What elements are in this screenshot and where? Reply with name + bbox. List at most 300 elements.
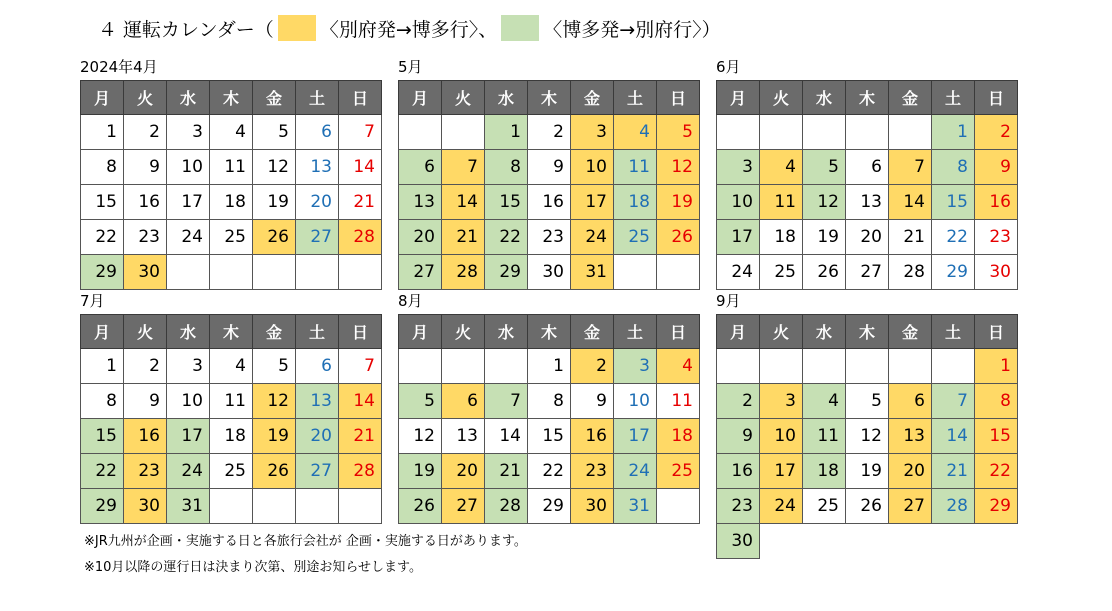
empty-cell (296, 255, 339, 290)
weekday-header: 金 (889, 315, 932, 349)
day-cell: 27 (846, 255, 889, 290)
day-cell: 5 (253, 115, 296, 150)
weekday-header: 月 (717, 81, 760, 115)
day-cell: 3 (167, 349, 210, 384)
weekday-header: 土 (614, 81, 657, 115)
day-cell: 1 (81, 115, 124, 150)
weekday-header: 木 (846, 315, 889, 349)
weekday-header: 火 (442, 81, 485, 115)
day-cell: 21 (339, 419, 382, 454)
weekday-header: 火 (760, 81, 803, 115)
week-row (399, 384, 700, 419)
week-row (81, 255, 382, 290)
empty-cell (657, 489, 700, 524)
day-cell: 15 (932, 185, 975, 220)
day-cell: 9 (717, 419, 760, 454)
weekday-header: 火 (124, 81, 167, 115)
day-cell: 10 (167, 384, 210, 419)
day-cell: 12 (657, 150, 700, 185)
day-cell: 16 (528, 185, 571, 220)
day-cell: 7 (339, 349, 382, 384)
weekday-header: 木 (210, 315, 253, 349)
weekday-header: 日 (339, 81, 382, 115)
day-cell: 12 (803, 185, 846, 220)
day-cell: 17 (614, 419, 657, 454)
week-row (81, 185, 382, 220)
day-cell: 7 (442, 150, 485, 185)
week-row (399, 419, 700, 454)
week-row (399, 220, 700, 255)
week-row (717, 384, 1018, 419)
month-grid (398, 314, 700, 524)
day-cell: 24 (717, 255, 760, 290)
day-cell: 28 (442, 255, 485, 290)
day-cell: 22 (975, 454, 1018, 489)
day-cell: 17 (571, 185, 614, 220)
month-grid (716, 314, 1018, 559)
empty-cell (846, 115, 889, 150)
calendar-heading (98, 12, 721, 44)
weekday-header: 日 (657, 81, 700, 115)
day-cell: 25 (210, 454, 253, 489)
empty-cell (803, 115, 846, 150)
day-cell: 30 (124, 255, 167, 290)
month-grid (716, 80, 1018, 290)
day-cell: 18 (657, 419, 700, 454)
day-cell: 6 (399, 150, 442, 185)
month-grid (398, 80, 700, 290)
day-cell: 9 (528, 150, 571, 185)
day-cell: 9 (571, 384, 614, 419)
day-cell: 21 (485, 454, 528, 489)
day-cell: 29 (485, 255, 528, 290)
day-cell: 2 (124, 349, 167, 384)
day-cell: 4 (614, 115, 657, 150)
week-row (81, 150, 382, 185)
day-cell: 5 (399, 384, 442, 419)
day-cell: 8 (932, 150, 975, 185)
day-cell: 29 (932, 255, 975, 290)
day-cell: 21 (889, 220, 932, 255)
heading-prefix: ４ 運転カレンダー（ (98, 18, 274, 41)
empty-cell (846, 349, 889, 384)
day-cell: 27 (296, 454, 339, 489)
empty-cell (339, 255, 382, 290)
day-cell: 27 (889, 489, 932, 524)
empty-cell (485, 349, 528, 384)
day-cell: 22 (81, 454, 124, 489)
day-cell: 20 (846, 220, 889, 255)
day-cell: 17 (167, 185, 210, 220)
day-cell: 3 (760, 384, 803, 419)
weekday-header: 水 (485, 81, 528, 115)
day-cell: 27 (296, 220, 339, 255)
day-cell: 3 (571, 115, 614, 150)
day-cell: 1 (81, 349, 124, 384)
month-title: 7月 (80, 292, 105, 310)
day-cell: 18 (210, 419, 253, 454)
day-cell: 23 (717, 489, 760, 524)
day-cell: 4 (210, 115, 253, 150)
day-cell: 20 (296, 185, 339, 220)
weekday-header: 土 (932, 315, 975, 349)
day-cell: 3 (717, 150, 760, 185)
week-row (717, 419, 1018, 454)
day-cell: 19 (846, 454, 889, 489)
week-row (81, 384, 382, 419)
week-row (717, 454, 1018, 489)
day-cell: 2 (975, 115, 1018, 150)
day-cell: 28 (339, 220, 382, 255)
day-cell: 30 (975, 255, 1018, 290)
day-cell: 25 (657, 454, 700, 489)
day-cell: 18 (803, 454, 846, 489)
day-cell: 9 (124, 150, 167, 185)
day-cell: 16 (124, 185, 167, 220)
weekday-header: 金 (571, 315, 614, 349)
day-cell: 13 (889, 419, 932, 454)
day-cell: 13 (399, 185, 442, 220)
weekday-header: 土 (296, 315, 339, 349)
empty-cell (803, 349, 846, 384)
day-cell: 17 (167, 419, 210, 454)
day-cell: 21 (932, 454, 975, 489)
week-row (81, 220, 382, 255)
day-cell: 8 (485, 150, 528, 185)
weekday-header: 金 (253, 81, 296, 115)
day-cell: 29 (81, 489, 124, 524)
day-cell: 17 (760, 454, 803, 489)
weekday-header: 木 (528, 81, 571, 115)
day-cell: 8 (81, 150, 124, 185)
day-cell: 14 (339, 384, 382, 419)
day-cell: 24 (571, 220, 614, 255)
day-cell: 28 (889, 255, 932, 290)
month-calendar (716, 292, 1018, 559)
day-cell: 19 (253, 419, 296, 454)
day-cell: 25 (614, 220, 657, 255)
day-cell: 18 (210, 185, 253, 220)
week-row (399, 255, 700, 290)
day-cell: 9 (124, 384, 167, 419)
empty-cell (717, 115, 760, 150)
empty-cell (760, 349, 803, 384)
day-cell: 22 (932, 220, 975, 255)
empty-cell (889, 524, 932, 559)
empty-cell (210, 255, 253, 290)
day-cell: 30 (528, 255, 571, 290)
weekday-header: 土 (614, 315, 657, 349)
day-cell: 1 (485, 115, 528, 150)
empty-cell (442, 115, 485, 150)
day-cell: 8 (528, 384, 571, 419)
day-cell: 2 (528, 115, 571, 150)
month-calendar (80, 292, 382, 524)
day-cell: 4 (803, 384, 846, 419)
empty-cell (210, 489, 253, 524)
week-row (717, 185, 1018, 220)
day-cell: 11 (614, 150, 657, 185)
empty-cell (846, 524, 889, 559)
day-cell: 10 (760, 419, 803, 454)
weekday-header: 木 (528, 315, 571, 349)
day-cell: 12 (253, 384, 296, 419)
week-row (399, 454, 700, 489)
weekday-header: 火 (124, 315, 167, 349)
day-cell: 20 (399, 220, 442, 255)
month-calendar (398, 292, 700, 524)
day-cell: 14 (485, 419, 528, 454)
empty-cell (253, 255, 296, 290)
weekday-header: 火 (760, 315, 803, 349)
weekday-header: 水 (167, 315, 210, 349)
day-cell: 15 (975, 419, 1018, 454)
week-row (81, 349, 382, 384)
day-cell: 16 (975, 185, 1018, 220)
day-cell: 25 (803, 489, 846, 524)
day-cell: 1 (528, 349, 571, 384)
green-legend-swatch (501, 15, 539, 41)
weekday-header: 日 (975, 315, 1018, 349)
empty-cell (717, 349, 760, 384)
day-cell: 12 (253, 150, 296, 185)
day-cell: 1 (932, 115, 975, 150)
day-cell: 13 (296, 384, 339, 419)
day-cell: 26 (253, 220, 296, 255)
day-cell: 16 (717, 454, 760, 489)
empty-cell (167, 255, 210, 290)
week-row (399, 185, 700, 220)
weekday-header: 土 (296, 81, 339, 115)
note-2: ※10月以降の運行日は決まり次第、別途お知らせします。 (84, 560, 423, 575)
weekday-header: 月 (399, 315, 442, 349)
day-cell: 24 (167, 220, 210, 255)
weekday-header: 水 (803, 315, 846, 349)
day-cell: 7 (932, 384, 975, 419)
day-cell: 23 (571, 454, 614, 489)
day-cell: 24 (760, 489, 803, 524)
day-cell: 11 (760, 185, 803, 220)
day-cell: 4 (760, 150, 803, 185)
day-cell: 23 (124, 220, 167, 255)
day-cell: 23 (124, 454, 167, 489)
day-cell: 24 (614, 454, 657, 489)
day-cell: 10 (167, 150, 210, 185)
day-cell: 8 (975, 384, 1018, 419)
day-cell: 25 (210, 220, 253, 255)
day-cell: 11 (210, 384, 253, 419)
day-cell: 15 (528, 419, 571, 454)
day-cell: 12 (399, 419, 442, 454)
empty-cell (399, 349, 442, 384)
day-cell: 26 (803, 255, 846, 290)
day-cell: 17 (717, 220, 760, 255)
day-cell: 29 (528, 489, 571, 524)
day-cell: 14 (339, 150, 382, 185)
week-row (399, 115, 700, 150)
week-row (717, 220, 1018, 255)
day-cell: 15 (81, 185, 124, 220)
empty-cell (614, 255, 657, 290)
week-row (717, 150, 1018, 185)
day-cell: 23 (975, 220, 1018, 255)
weekday-header: 水 (167, 81, 210, 115)
day-cell: 27 (399, 255, 442, 290)
day-cell: 5 (657, 115, 700, 150)
day-cell: 26 (657, 220, 700, 255)
day-cell: 2 (124, 115, 167, 150)
day-cell: 18 (760, 220, 803, 255)
week-row (717, 489, 1018, 524)
month-title: 5月 (398, 58, 423, 76)
day-cell: 27 (442, 489, 485, 524)
empty-cell (760, 524, 803, 559)
week-row (81, 115, 382, 150)
day-cell: 28 (932, 489, 975, 524)
day-cell: 22 (528, 454, 571, 489)
day-cell: 19 (657, 185, 700, 220)
day-cell: 10 (571, 150, 614, 185)
empty-cell (932, 349, 975, 384)
day-cell: 12 (846, 419, 889, 454)
day-cell: 31 (571, 255, 614, 290)
day-cell: 1 (975, 349, 1018, 384)
day-cell: 13 (442, 419, 485, 454)
empty-cell (339, 489, 382, 524)
day-cell: 2 (717, 384, 760, 419)
day-cell: 24 (167, 454, 210, 489)
day-cell: 21 (442, 220, 485, 255)
day-cell: 6 (889, 384, 932, 419)
weekday-header: 火 (442, 315, 485, 349)
week-row (399, 150, 700, 185)
day-cell: 31 (614, 489, 657, 524)
day-cell: 7 (339, 115, 382, 150)
day-cell: 31 (167, 489, 210, 524)
day-cell: 3 (614, 349, 657, 384)
day-cell: 8 (81, 384, 124, 419)
empty-cell (760, 115, 803, 150)
day-cell: 6 (296, 115, 339, 150)
yellow-legend-swatch (278, 15, 316, 41)
weekday-header: 日 (975, 81, 1018, 115)
day-cell: 22 (485, 220, 528, 255)
week-row (81, 489, 382, 524)
day-cell: 26 (846, 489, 889, 524)
day-cell: 11 (803, 419, 846, 454)
weekday-header: 土 (932, 81, 975, 115)
week-row (717, 255, 1018, 290)
empty-cell (889, 115, 932, 150)
day-cell: 5 (253, 349, 296, 384)
weekday-header: 月 (399, 81, 442, 115)
day-cell: 11 (210, 150, 253, 185)
day-cell: 14 (442, 185, 485, 220)
week-row (399, 349, 700, 384)
heading-green-route: 〈博多発→別府行〉） (543, 18, 721, 41)
empty-cell (932, 524, 975, 559)
day-cell: 16 (124, 419, 167, 454)
weekday-header: 金 (889, 81, 932, 115)
day-cell: 4 (657, 349, 700, 384)
day-cell: 29 (81, 255, 124, 290)
day-cell: 7 (485, 384, 528, 419)
day-cell: 26 (253, 454, 296, 489)
empty-cell (296, 489, 339, 524)
day-cell: 6 (846, 150, 889, 185)
day-cell: 4 (210, 349, 253, 384)
day-cell: 26 (399, 489, 442, 524)
empty-cell (889, 349, 932, 384)
empty-cell (975, 524, 1018, 559)
day-cell: 28 (339, 454, 382, 489)
weekday-header: 金 (571, 81, 614, 115)
day-cell: 16 (571, 419, 614, 454)
day-cell: 5 (803, 150, 846, 185)
day-cell: 19 (803, 220, 846, 255)
weekday-header: 木 (210, 81, 253, 115)
day-cell: 23 (528, 220, 571, 255)
day-cell: 11 (657, 384, 700, 419)
day-cell: 10 (614, 384, 657, 419)
week-row (81, 419, 382, 454)
day-cell: 10 (717, 185, 760, 220)
heading-yellow-route: 〈別府発→博多行〉、 (319, 18, 498, 41)
weekday-header: 水 (485, 315, 528, 349)
month-calendar (716, 58, 1018, 290)
day-cell: 18 (614, 185, 657, 220)
week-row (717, 524, 1018, 559)
week-row (717, 349, 1018, 384)
day-cell: 15 (485, 185, 528, 220)
empty-cell (803, 524, 846, 559)
month-calendar (80, 58, 382, 290)
day-cell: 20 (442, 454, 485, 489)
month-title: 9月 (716, 292, 741, 310)
day-cell: 7 (889, 150, 932, 185)
weekday-header: 水 (803, 81, 846, 115)
day-cell: 30 (717, 524, 760, 559)
day-cell: 20 (889, 454, 932, 489)
empty-cell (442, 349, 485, 384)
day-cell: 6 (296, 349, 339, 384)
weekday-header: 日 (657, 315, 700, 349)
day-cell: 20 (296, 419, 339, 454)
day-cell: 30 (124, 489, 167, 524)
empty-cell (657, 255, 700, 290)
day-cell: 3 (167, 115, 210, 150)
weekday-header: 月 (81, 315, 124, 349)
empty-cell (253, 489, 296, 524)
day-cell: 19 (399, 454, 442, 489)
day-cell: 14 (932, 419, 975, 454)
day-cell: 15 (81, 419, 124, 454)
day-cell: 29 (975, 489, 1018, 524)
month-title: 8月 (398, 292, 423, 310)
empty-cell (399, 115, 442, 150)
weekday-header: 木 (846, 81, 889, 115)
day-cell: 21 (339, 185, 382, 220)
day-cell: 13 (296, 150, 339, 185)
day-cell: 19 (253, 185, 296, 220)
month-title: 6月 (716, 58, 741, 76)
day-cell: 13 (846, 185, 889, 220)
day-cell: 9 (975, 150, 1018, 185)
weekday-header: 月 (717, 315, 760, 349)
month-grid (80, 314, 382, 524)
weekday-header: 月 (81, 81, 124, 115)
day-cell: 30 (571, 489, 614, 524)
